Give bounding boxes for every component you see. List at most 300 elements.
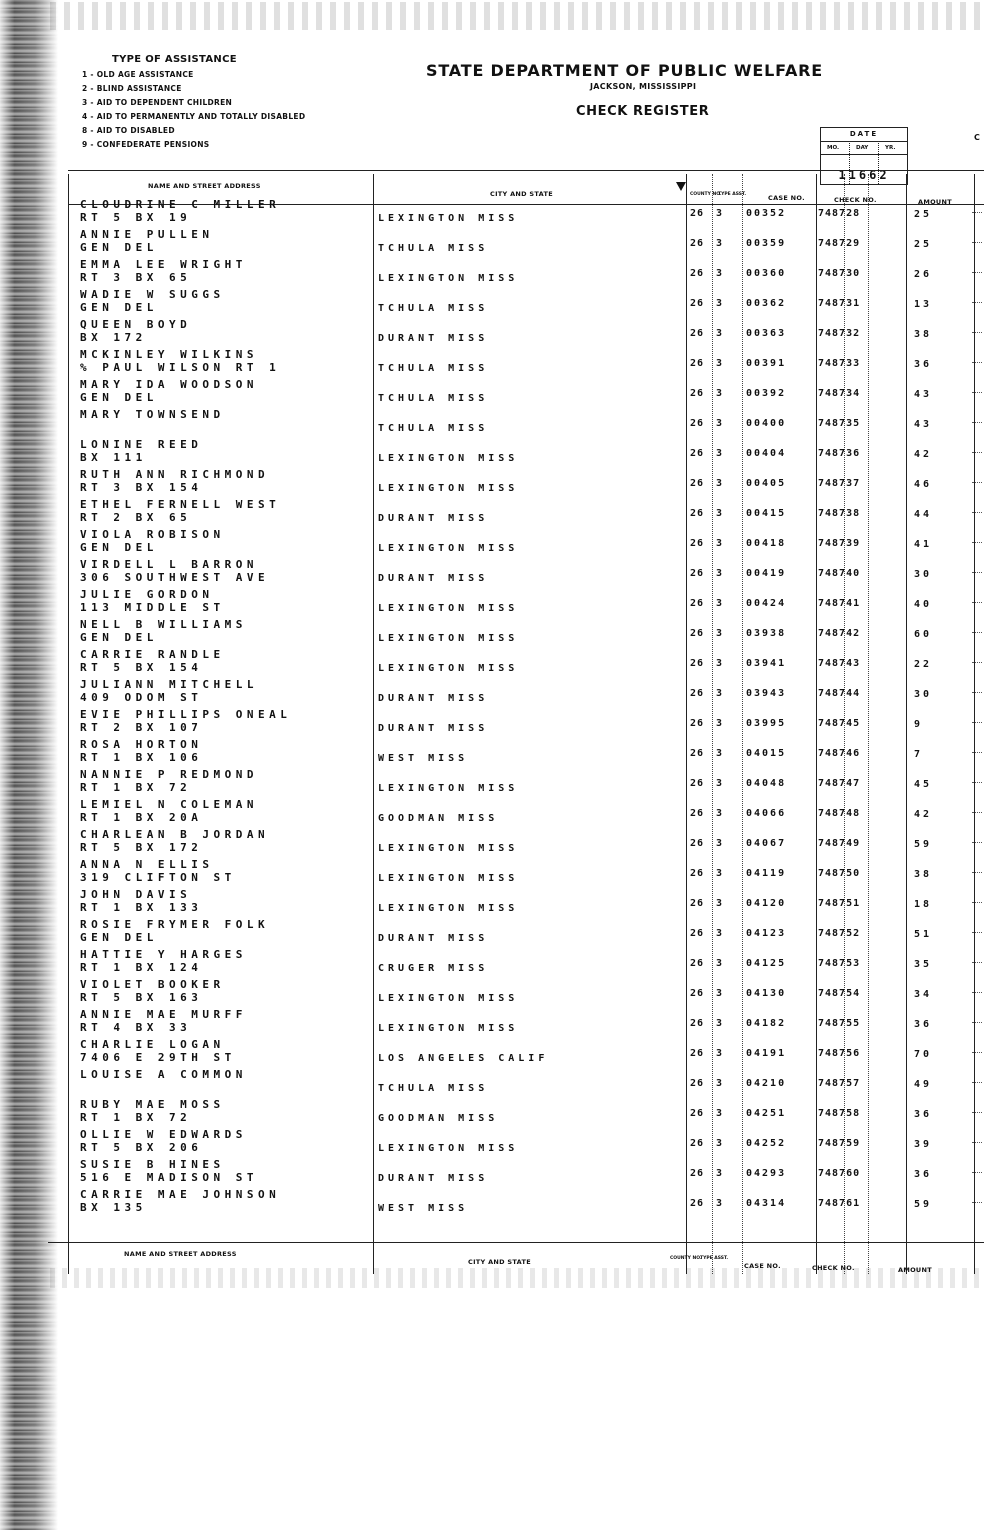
amount: 25 (914, 239, 933, 250)
scan-edge-shadow (0, 0, 58, 1530)
assistance-types-title: TYPE OF ASSISTANCE (112, 54, 237, 65)
payee-address: BX 135 (80, 1201, 147, 1214)
case-no: 04067 (746, 838, 787, 849)
payee-address: 306 SOUTHWEST AVE (80, 571, 270, 584)
payee-address: GEN DEL (80, 931, 158, 944)
footer-header-name: NAME AND STREET ADDRESS (124, 1250, 237, 1258)
county-no: 26 (690, 268, 705, 279)
payee-city: LEXINGTON MISS (378, 1023, 519, 1034)
table-row (68, 828, 984, 858)
payee-address: RT 5 BX 154 (80, 661, 203, 674)
payee-name: EVIE PHILLIPS ONEAL (80, 708, 292, 721)
payee-city: TCHULA MISS (378, 1083, 489, 1094)
assistance-type: 3 (716, 448, 723, 459)
county-no: 26 (690, 1168, 705, 1179)
table-row (68, 768, 984, 798)
payee-city: DURANT MISS (378, 1173, 489, 1184)
assistance-type: 3 (716, 928, 723, 939)
amount: 40 (914, 599, 933, 610)
table-row (68, 738, 984, 768)
column-header-case: CASE NO. (768, 194, 805, 202)
amount: 44 (914, 509, 933, 520)
check-no: 748753 (818, 958, 861, 969)
payee-city: DURANT MISS (378, 933, 489, 944)
county-no: 26 (690, 1108, 705, 1119)
case-no: 04293 (746, 1168, 787, 1179)
payee-address: RT 2 BX 65 (80, 511, 192, 524)
case-no: 04182 (746, 1018, 787, 1029)
payee-name: SUSIE B HINES (80, 1158, 225, 1171)
case-no: 04210 (746, 1078, 787, 1089)
case-no: 00392 (746, 388, 787, 399)
county-no: 26 (690, 748, 705, 759)
assistance-type: 3 (716, 298, 723, 309)
payee-name: NANNIE P REDMOND (80, 768, 258, 781)
county-no: 26 (690, 1078, 705, 1089)
date-label: DATE (849, 130, 879, 138)
assistance-type-item: 2 - BLIND ASSISTANCE (82, 84, 182, 93)
table-row (68, 948, 984, 978)
check-no: 748746 (818, 748, 861, 759)
check-no: 748741 (818, 598, 861, 609)
payee-city: LEXINGTON MISS (378, 603, 519, 614)
case-no: 04252 (746, 1138, 787, 1149)
payee-city: LOS ANGELES CALIF (378, 1053, 549, 1064)
payee-name: MCKINLEY WILKINS (80, 348, 258, 361)
table-row (68, 648, 984, 678)
case-no: 00418 (746, 538, 787, 549)
amount: 34 (914, 989, 933, 1000)
case-no: 03938 (746, 628, 787, 639)
payee-name: OLLIE W EDWARDS (80, 1128, 247, 1141)
payee-city: TCHULA MISS (378, 243, 489, 254)
case-no: 00400 (746, 418, 787, 429)
case-no: 03941 (746, 658, 787, 669)
assistance-type-item: 4 - AID TO PERMANENTLY AND TOTALLY DISABLED (82, 112, 306, 121)
column-header-type: TYPE ASST. (718, 192, 747, 197)
amount: 45 (914, 779, 933, 790)
amount: 60 (914, 629, 933, 640)
amount: 59 (914, 1199, 933, 1210)
check-no: 748756 (818, 1048, 861, 1059)
payee-city: GOODMAN MISS (378, 1113, 499, 1124)
footer-header-type: TYPE ASST. (700, 1256, 729, 1261)
corner-label: C (974, 133, 980, 142)
check-no: 748745 (818, 718, 861, 729)
amount: 42 (914, 449, 933, 460)
table-row (68, 588, 984, 618)
case-no: 04130 (746, 988, 787, 999)
payee-name: LEMIEL N COLEMAN (80, 798, 258, 811)
payee-name: CHARLEAN B JORDAN (80, 828, 270, 841)
case-no: 04066 (746, 808, 787, 819)
table-row (68, 1068, 984, 1098)
county-no: 26 (690, 418, 705, 429)
payee-address: RT 1 BX 106 (80, 751, 203, 764)
payee-name: JULIE GORDON (80, 588, 214, 601)
payee-address: RT 5 BX 206 (80, 1141, 203, 1154)
amount: 9 (914, 719, 924, 730)
county-no: 26 (690, 538, 705, 549)
county-no: 26 (690, 868, 705, 879)
table-row (68, 528, 984, 558)
payee-city: DURANT MISS (378, 333, 489, 344)
payee-address: RT 5 BX 163 (80, 991, 203, 1004)
payee-name: ANNIE MAE MURFF (80, 1008, 247, 1021)
check-no: 748757 (818, 1078, 861, 1089)
check-no: 748729 (818, 238, 861, 249)
county-no: 26 (690, 298, 705, 309)
case-no: 00359 (746, 238, 787, 249)
assistance-type: 3 (716, 688, 723, 699)
assistance-type-item: 3 - AID TO DEPENDENT CHILDREN (82, 98, 233, 107)
table-row (68, 288, 984, 318)
payee-city: GOODMAN MISS (378, 813, 499, 824)
payee-address: 7406 E 29TH ST (80, 1051, 236, 1064)
payee-city: TCHULA MISS (378, 363, 489, 374)
amount: 70 (914, 1049, 933, 1060)
case-no: 04123 (746, 928, 787, 939)
table-row (68, 1188, 984, 1218)
assistance-type: 3 (716, 808, 723, 819)
assistance-types-list (82, 68, 305, 152)
assistance-type-item: 1 - OLD AGE ASSISTANCE (82, 70, 194, 79)
amount: 39 (914, 1139, 933, 1150)
payee-address: GEN DEL (80, 631, 158, 644)
amount: 7 (914, 749, 924, 760)
check-no: 748728 (818, 208, 861, 219)
payee-address: 409 ODOM ST (80, 691, 203, 704)
assistance-type: 3 (716, 778, 723, 789)
case-no: 00404 (746, 448, 787, 459)
assistance-type: 3 (716, 388, 723, 399)
county-no: 26 (690, 208, 705, 219)
payee-name: MARY TOWNSEND (80, 408, 225, 421)
amount: 38 (914, 869, 933, 880)
check-no: 748755 (818, 1018, 861, 1029)
assistance-type-item: 8 - AID TO DISABLED (82, 126, 175, 135)
case-no: 04120 (746, 898, 787, 909)
payee-address: RT 4 BX 33 (80, 1021, 192, 1034)
table-row (68, 798, 984, 828)
check-no: 748740 (818, 568, 861, 579)
case-no: 00424 (746, 598, 787, 609)
table-row (68, 678, 984, 708)
assistance-type: 3 (716, 508, 723, 519)
check-no: 748744 (818, 688, 861, 699)
assistance-type: 3 (716, 628, 723, 639)
check-no: 748742 (818, 628, 861, 639)
payee-city: LEXINGTON MISS (378, 903, 519, 914)
payee-city: DURANT MISS (378, 723, 489, 734)
amount: 26 (914, 269, 933, 280)
payee-address: RT 1 BX 124 (80, 961, 203, 974)
table-row (68, 858, 984, 888)
amount: 46 (914, 479, 933, 490)
assistance-type: 3 (716, 658, 723, 669)
amount: 42 (914, 809, 933, 820)
assistance-type: 3 (716, 838, 723, 849)
payee-address: RT 3 BX 154 (80, 481, 203, 494)
column-header-name: NAME AND STREET ADDRESS (148, 182, 261, 190)
assistance-type: 3 (716, 868, 723, 879)
payee-address: GEN DEL (80, 541, 158, 554)
assistance-type: 3 (716, 748, 723, 759)
table-row (68, 468, 984, 498)
amount: 36 (914, 1109, 933, 1120)
assistance-type: 3 (716, 1138, 723, 1149)
table-row (68, 558, 984, 588)
payee-city: LEXINGTON MISS (378, 783, 519, 794)
payee-name: ANNIE PULLEN (80, 228, 214, 241)
amount: 43 (914, 419, 933, 430)
county-no: 26 (690, 628, 705, 639)
payee-name: CARRIE RANDLE (80, 648, 225, 661)
date-month-label: MO. (827, 145, 840, 151)
payee-name: RUTH ANN RICHMOND (80, 468, 270, 481)
department-location: JACKSON, MISSISSIPPI (590, 82, 697, 91)
check-no: 748747 (818, 778, 861, 789)
column-header-amount: AMOUNT (918, 198, 952, 206)
table-row (68, 228, 984, 258)
payee-name: LONINE REED (80, 438, 203, 451)
county-no: 26 (690, 838, 705, 849)
county-no: 26 (690, 478, 705, 489)
amount: 35 (914, 959, 933, 970)
amount: 13 (914, 299, 933, 310)
county-no: 26 (690, 358, 705, 369)
case-no: 00391 (746, 358, 787, 369)
check-no: 748738 (818, 508, 861, 519)
amount: 51 (914, 929, 933, 940)
column-header-city: CITY AND STATE (490, 190, 553, 198)
payee-city: LEXINGTON MISS (378, 663, 519, 674)
payee-address: RT 3 BX 65 (80, 271, 192, 284)
case-no: 04314 (746, 1198, 787, 1209)
payee-city: LEXINGTON MISS (378, 483, 519, 494)
payee-name: RUBY MAE MOSS (80, 1098, 225, 1111)
payee-name: ETHEL FERNELL WEST (80, 498, 281, 511)
case-no: 04251 (746, 1108, 787, 1119)
county-no: 26 (690, 1018, 705, 1029)
payee-address: RT 2 BX 107 (80, 721, 203, 734)
date-year-label: YR. (885, 145, 896, 151)
table-row (68, 378, 984, 408)
assistance-type: 3 (716, 1198, 723, 1209)
table-row (68, 318, 984, 348)
check-no: 748734 (818, 388, 861, 399)
payee-address: 516 E MADISON ST (80, 1171, 258, 1184)
case-no: 00352 (746, 208, 787, 219)
amount: 22 (914, 659, 933, 670)
assistance-type: 3 (716, 238, 723, 249)
payee-address: RT 1 BX 72 (80, 781, 192, 794)
payee-city: LEXINGTON MISS (378, 633, 519, 644)
assistance-type: 3 (716, 538, 723, 549)
payee-name: HATTIE Y HARGES (80, 948, 247, 961)
assistance-type: 3 (716, 1018, 723, 1029)
payee-address: GEN DEL (80, 241, 158, 254)
case-no: 04015 (746, 748, 787, 759)
payee-name: NELL B WILLIAMS (80, 618, 247, 631)
payee-city: LEXINGTON MISS (378, 543, 519, 554)
payee-name: ROSIE FRYMER FOLK (80, 918, 270, 931)
county-no: 26 (690, 658, 705, 669)
assistance-type: 3 (716, 1108, 723, 1119)
case-no: 04191 (746, 1048, 787, 1059)
check-no: 748743 (818, 658, 861, 669)
payee-city: TCHULA MISS (378, 393, 489, 404)
payee-name: LOUISE A COMMON (80, 1068, 247, 1081)
check-no: 748752 (818, 928, 861, 939)
date-value: 11662 (838, 168, 890, 182)
check-no: 748759 (818, 1138, 861, 1149)
county-no: 26 (690, 688, 705, 699)
assistance-type: 3 (716, 958, 723, 969)
payee-city: TCHULA MISS (378, 423, 489, 434)
amount: 25 (914, 209, 933, 220)
table-row (68, 498, 984, 528)
assistance-type-item: 9 - CONFEDERATE PENSIONS (82, 140, 210, 149)
case-no: 04119 (746, 868, 787, 879)
payee-city: WEST MISS (378, 1203, 469, 1214)
payee-name: VIRDELL L BARRON (80, 558, 258, 571)
check-no: 748749 (818, 838, 861, 849)
payee-name: CARRIE MAE JOHNSON (80, 1188, 281, 1201)
footer-header-county: COUNTY NO. (670, 1256, 702, 1261)
scan-top-noise (50, 2, 980, 30)
footer-header-check: CHECK NO. (812, 1264, 855, 1272)
triangle-marker-icon (676, 182, 686, 191)
payee-name: VIOLA ROBISON (80, 528, 225, 541)
table-row (68, 1128, 984, 1158)
table-row (68, 348, 984, 378)
footer-header-city: CITY AND STATE (468, 1258, 531, 1266)
payee-city: LEXINGTON MISS (378, 273, 519, 284)
payee-name: EMMA LEE WRIGHT (80, 258, 247, 271)
amount: 18 (914, 899, 933, 910)
county-no: 26 (690, 568, 705, 579)
table-row (68, 438, 984, 468)
table-row (68, 1158, 984, 1188)
payee-city: TCHULA MISS (378, 303, 489, 314)
county-no: 26 (690, 1048, 705, 1059)
county-no: 26 (690, 328, 705, 339)
county-no: 26 (690, 988, 705, 999)
case-no: 00363 (746, 328, 787, 339)
case-no: 00419 (746, 568, 787, 579)
payee-address: RT 5 BX 19 (80, 211, 192, 224)
payee-city: LEXINGTON MISS (378, 873, 519, 884)
county-no: 26 (690, 1198, 705, 1209)
payee-address: BX 172 (80, 331, 147, 344)
payee-city: LEXINGTON MISS (378, 1143, 519, 1154)
table-row (68, 888, 984, 918)
table-row (68, 1038, 984, 1068)
county-no: 26 (690, 958, 705, 969)
check-no: 748732 (818, 328, 861, 339)
county-no: 26 (690, 778, 705, 789)
payee-name: CHARLIE LOGAN (80, 1038, 225, 1051)
column-header-check: CHECK NO. (834, 196, 877, 204)
assistance-type: 3 (716, 568, 723, 579)
check-no: 748758 (818, 1108, 861, 1119)
case-no: 04125 (746, 958, 787, 969)
case-no: 00415 (746, 508, 787, 519)
county-no: 26 (690, 718, 705, 729)
assistance-type: 3 (716, 1048, 723, 1059)
payee-city: LEXINGTON MISS (378, 843, 519, 854)
case-no: 03995 (746, 718, 787, 729)
assistance-type: 3 (716, 718, 723, 729)
check-no: 748731 (818, 298, 861, 309)
assistance-type: 3 (716, 478, 723, 489)
payee-name: JOHN DAVIS (80, 888, 192, 901)
case-no: 04048 (746, 778, 787, 789)
table-row (68, 258, 984, 288)
check-no: 748761 (818, 1198, 861, 1209)
payee-city: DURANT MISS (378, 573, 489, 584)
check-no: 748730 (818, 268, 861, 279)
payee-name: JULIANN MITCHELL (80, 678, 258, 691)
assistance-type: 3 (716, 418, 723, 429)
case-no: 00405 (746, 478, 787, 489)
county-no: 26 (690, 448, 705, 459)
county-no: 26 (690, 598, 705, 609)
check-no: 748737 (818, 478, 861, 489)
payee-name: VIOLET BOOKER (80, 978, 225, 991)
register-table (68, 170, 984, 1278)
payee-address: RT 1 BX 20A (80, 811, 203, 824)
assistance-type: 3 (716, 268, 723, 279)
table-row (68, 408, 984, 438)
assistance-type: 3 (716, 1168, 723, 1179)
payee-name: ROSA HORTON (80, 738, 203, 751)
amount: 38 (914, 329, 933, 340)
payee-address: 319 CLIFTON ST (80, 871, 236, 884)
amount: 49 (914, 1079, 933, 1090)
payee-city: WEST MISS (378, 753, 469, 764)
check-no: 748751 (818, 898, 861, 909)
county-no: 26 (690, 508, 705, 519)
check-no: 748760 (818, 1168, 861, 1179)
footer-header-case: CASE NO. (744, 1262, 781, 1270)
check-no: 748748 (818, 808, 861, 819)
payee-address: 113 MIDDLE ST (80, 601, 225, 614)
county-no: 26 (690, 388, 705, 399)
county-no: 26 (690, 928, 705, 939)
amount: 59 (914, 839, 933, 850)
document-title: CHECK REGISTER (576, 104, 710, 119)
assistance-type: 3 (716, 358, 723, 369)
payee-address: RT 5 BX 172 (80, 841, 203, 854)
payee-city: DURANT MISS (378, 513, 489, 524)
payee-address: RT 1 BX 72 (80, 1111, 192, 1124)
payee-city: LEXINGTON MISS (378, 213, 519, 224)
assistance-type: 3 (716, 988, 723, 999)
assistance-type: 3 (716, 898, 723, 909)
case-no: 00360 (746, 268, 787, 279)
payee-address: BX 111 (80, 451, 147, 464)
check-no: 748735 (818, 418, 861, 429)
case-no: 03943 (746, 688, 787, 699)
department-title: STATE DEPARTMENT OF PUBLIC WELFARE (426, 61, 824, 80)
payee-address: GEN DEL (80, 391, 158, 404)
county-no: 26 (690, 1138, 705, 1149)
table-row (68, 708, 984, 738)
county-no: 26 (690, 898, 705, 909)
table-row (68, 618, 984, 648)
